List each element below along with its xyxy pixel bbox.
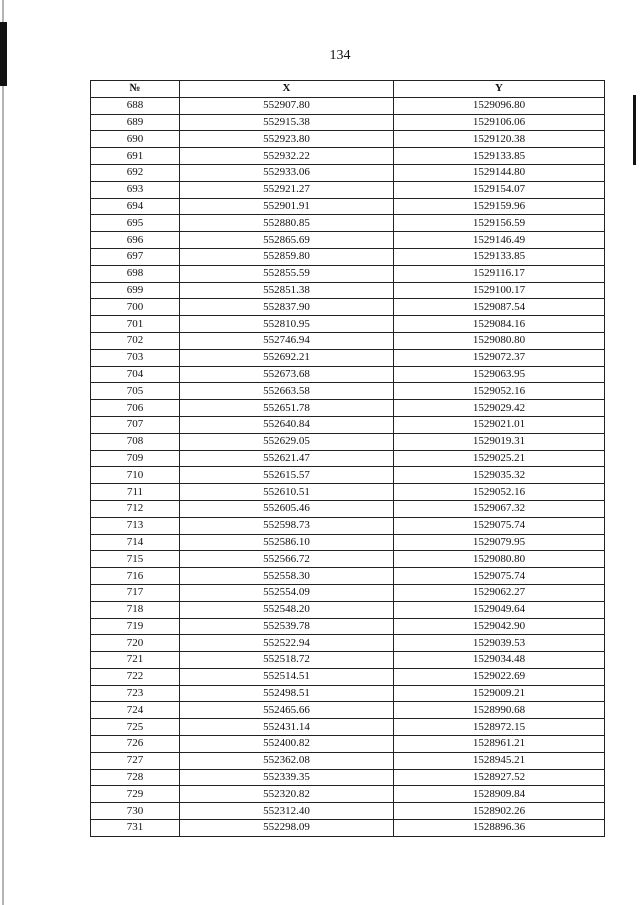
cell-number: 706 — [91, 400, 180, 417]
cell-number: 710 — [91, 467, 180, 484]
cell-x: 552901.91 — [180, 198, 394, 215]
cell-number: 730 — [91, 803, 180, 820]
cell-number: 725 — [91, 719, 180, 736]
cell-x: 552548.20 — [180, 601, 394, 618]
cell-y: 1529133.85 — [394, 148, 605, 165]
table-row — [91, 702, 605, 719]
cell-x: 552522.94 — [180, 635, 394, 652]
cell-x: 552615.57 — [180, 467, 394, 484]
cell-y: 1528896.36 — [394, 820, 605, 837]
cell-number: 709 — [91, 450, 180, 467]
table-row — [91, 786, 605, 803]
table-row — [91, 517, 605, 534]
cell-x: 552640.84 — [180, 416, 394, 433]
cell-x: 552810.95 — [180, 316, 394, 333]
page-number: 134 — [329, 48, 351, 63]
cell-number: 703 — [91, 349, 180, 366]
cell-y: 1529025.21 — [394, 450, 605, 467]
cell-x: 552692.21 — [180, 349, 394, 366]
cell-y: 1528945.21 — [394, 752, 605, 769]
cell-x: 552629.05 — [180, 433, 394, 450]
cell-x: 552586.10 — [180, 534, 394, 551]
cell-x: 552851.38 — [180, 282, 394, 299]
cell-x: 552673.68 — [180, 366, 394, 383]
cell-number: 700 — [91, 299, 180, 316]
cell-number: 699 — [91, 282, 180, 299]
table-row — [91, 433, 605, 450]
cell-x: 552465.66 — [180, 702, 394, 719]
table-row — [91, 131, 605, 148]
cell-number: 717 — [91, 584, 180, 601]
table-row — [91, 248, 605, 265]
cell-number: 692 — [91, 164, 180, 181]
cell-number: 718 — [91, 601, 180, 618]
cell-x: 552518.72 — [180, 652, 394, 669]
cell-number: 727 — [91, 752, 180, 769]
cell-x: 552312.40 — [180, 803, 394, 820]
cell-y: 1528927.52 — [394, 769, 605, 786]
table-row — [91, 635, 605, 652]
cell-y: 1529100.17 — [394, 282, 605, 299]
cell-x: 552663.58 — [180, 383, 394, 400]
cell-number: 712 — [91, 500, 180, 517]
cell-number: 729 — [91, 786, 180, 803]
table-row — [91, 534, 605, 551]
cell-number: 721 — [91, 652, 180, 669]
table-row — [91, 299, 605, 316]
cell-x: 552610.51 — [180, 484, 394, 501]
cell-y: 1529075.74 — [394, 568, 605, 585]
table-row — [91, 551, 605, 568]
cell-y: 1529072.37 — [394, 349, 605, 366]
header-y: Y — [394, 81, 605, 98]
cell-y: 1529019.31 — [394, 433, 605, 450]
cell-y: 1529021.01 — [394, 416, 605, 433]
cell-y: 1529009.21 — [394, 685, 605, 702]
cell-x: 552339.35 — [180, 769, 394, 786]
cell-y: 1529144.80 — [394, 164, 605, 181]
cell-x: 552907.80 — [180, 97, 394, 114]
cell-number: 695 — [91, 215, 180, 232]
cell-x: 552880.85 — [180, 215, 394, 232]
cell-y: 1529034.48 — [394, 652, 605, 669]
scan-edge-mark-right — [633, 95, 636, 165]
cell-y: 1529120.38 — [394, 131, 605, 148]
coordinates-table — [90, 80, 605, 837]
cell-x: 552921.27 — [180, 181, 394, 198]
table-header-row — [91, 81, 605, 98]
cell-number: 698 — [91, 265, 180, 282]
cell-x: 552837.90 — [180, 299, 394, 316]
table-row — [91, 500, 605, 517]
cell-number: 719 — [91, 618, 180, 635]
cell-number: 716 — [91, 568, 180, 585]
table-row — [91, 450, 605, 467]
cell-number: 708 — [91, 433, 180, 450]
cell-number: 696 — [91, 232, 180, 249]
cell-x: 552554.09 — [180, 584, 394, 601]
cell-number: 728 — [91, 769, 180, 786]
table-row — [91, 265, 605, 282]
cell-x: 552400.82 — [180, 736, 394, 753]
table-row — [91, 618, 605, 635]
table-row — [91, 652, 605, 669]
table-row — [91, 198, 605, 215]
cell-x: 552865.69 — [180, 232, 394, 249]
table-row — [91, 685, 605, 702]
cell-y: 1529146.49 — [394, 232, 605, 249]
cell-number: 702 — [91, 332, 180, 349]
cell-x: 552923.80 — [180, 131, 394, 148]
table-row — [91, 484, 605, 501]
table-row — [91, 383, 605, 400]
cell-number: 690 — [91, 131, 180, 148]
cell-y: 1529084.16 — [394, 316, 605, 333]
cell-x: 552932.22 — [180, 148, 394, 165]
cell-y: 1529159.96 — [394, 198, 605, 215]
cell-x: 552362.08 — [180, 752, 394, 769]
table-row — [91, 366, 605, 383]
table-row — [91, 416, 605, 433]
cell-x: 552746.94 — [180, 332, 394, 349]
cell-y: 1528961.21 — [394, 736, 605, 753]
cell-y: 1529049.64 — [394, 601, 605, 618]
scan-edge-line — [2, 0, 4, 905]
header-number: № — [91, 81, 180, 98]
cell-y: 1529067.32 — [394, 500, 605, 517]
cell-y: 1529052.16 — [394, 484, 605, 501]
cell-y: 1529022.69 — [394, 668, 605, 685]
table-row — [91, 400, 605, 417]
cell-y: 1529042.90 — [394, 618, 605, 635]
cell-x: 552539.78 — [180, 618, 394, 635]
cell-number: 688 — [91, 97, 180, 114]
table-row — [91, 164, 605, 181]
cell-y: 1529156.59 — [394, 215, 605, 232]
cell-y: 1529080.80 — [394, 551, 605, 568]
cell-y: 1529154.07 — [394, 181, 605, 198]
table-row — [91, 332, 605, 349]
cell-y: 1529062.27 — [394, 584, 605, 601]
cell-x: 552855.59 — [180, 265, 394, 282]
cell-y: 1529079.95 — [394, 534, 605, 551]
cell-number: 694 — [91, 198, 180, 215]
cell-y: 1529116.17 — [394, 265, 605, 282]
table-row — [91, 803, 605, 820]
table-row — [91, 181, 605, 198]
table-row — [91, 148, 605, 165]
cell-number: 705 — [91, 383, 180, 400]
cell-number: 724 — [91, 702, 180, 719]
cell-number: 707 — [91, 416, 180, 433]
cell-number: 720 — [91, 635, 180, 652]
cell-x: 552298.09 — [180, 820, 394, 837]
table-row — [91, 601, 605, 618]
table-row — [91, 215, 605, 232]
table-row — [91, 769, 605, 786]
table-row — [91, 668, 605, 685]
cell-x: 552915.38 — [180, 114, 394, 131]
cell-x: 552566.72 — [180, 551, 394, 568]
cell-y: 1528990.68 — [394, 702, 605, 719]
table-row — [91, 232, 605, 249]
cell-y: 1529087.54 — [394, 299, 605, 316]
cell-number: 693 — [91, 181, 180, 198]
cell-number: 731 — [91, 820, 180, 837]
cell-x: 552320.82 — [180, 786, 394, 803]
cell-number: 704 — [91, 366, 180, 383]
table-row — [91, 316, 605, 333]
cell-y: 1529106.06 — [394, 114, 605, 131]
cell-number: 726 — [91, 736, 180, 753]
cell-y: 1529029.42 — [394, 400, 605, 417]
header-x: X — [180, 81, 394, 98]
cell-x: 552558.30 — [180, 568, 394, 585]
cell-number: 713 — [91, 517, 180, 534]
cell-x: 552933.06 — [180, 164, 394, 181]
table-row — [91, 568, 605, 585]
cell-number: 714 — [91, 534, 180, 551]
cell-y: 1529096.80 — [394, 97, 605, 114]
table-row — [91, 820, 605, 837]
cell-number: 722 — [91, 668, 180, 685]
cell-y: 1529063.95 — [394, 366, 605, 383]
cell-x: 552651.78 — [180, 400, 394, 417]
cell-y: 1529035.32 — [394, 467, 605, 484]
cell-number: 697 — [91, 248, 180, 265]
table-row — [91, 467, 605, 484]
cell-number: 711 — [91, 484, 180, 501]
cell-x: 552859.80 — [180, 248, 394, 265]
table-body — [91, 97, 605, 836]
table-row — [91, 349, 605, 366]
cell-y: 1529039.53 — [394, 635, 605, 652]
cell-y: 1529052.16 — [394, 383, 605, 400]
table-row — [91, 114, 605, 131]
cell-x: 552431.14 — [180, 719, 394, 736]
cell-y: 1529080.80 — [394, 332, 605, 349]
table-row — [91, 719, 605, 736]
cell-y: 1528902.26 — [394, 803, 605, 820]
cell-y: 1528909.84 — [394, 786, 605, 803]
cell-y: 1529075.74 — [394, 517, 605, 534]
cell-y: 1528972.15 — [394, 719, 605, 736]
cell-number: 689 — [91, 114, 180, 131]
cell-number: 723 — [91, 685, 180, 702]
cell-x: 552598.73 — [180, 517, 394, 534]
cell-x: 552514.51 — [180, 668, 394, 685]
cell-number: 701 — [91, 316, 180, 333]
cell-y: 1529133.85 — [394, 248, 605, 265]
cell-number: 691 — [91, 148, 180, 165]
table-row — [91, 752, 605, 769]
cell-x: 552621.47 — [180, 450, 394, 467]
cell-x: 552498.51 — [180, 685, 394, 702]
cell-x: 552605.46 — [180, 500, 394, 517]
cell-number: 715 — [91, 551, 180, 568]
table-row — [91, 97, 605, 114]
table-row — [91, 736, 605, 753]
table-row — [91, 584, 605, 601]
table-row — [91, 282, 605, 299]
